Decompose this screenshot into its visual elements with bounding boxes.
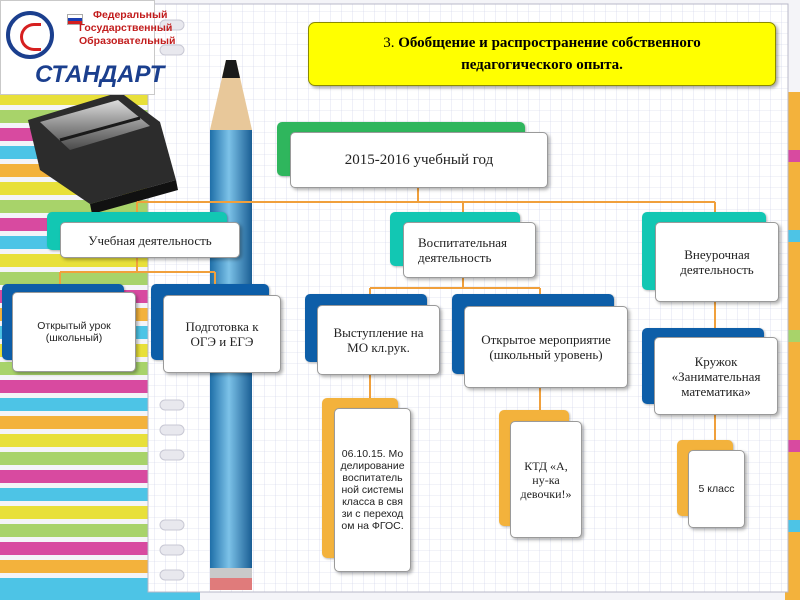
event-detail-label: КТД «А, ну-ка девочки!» [520, 458, 572, 501]
circle-node [654, 337, 778, 415]
extracurricular-label: Внеурочная деятельность [680, 247, 754, 277]
title-line-2: педагогического опыта. [461, 57, 623, 73]
circle-label: Кружок «Занимательная математика» [671, 353, 761, 399]
upbringing-label: Воспитательная деятельность [418, 235, 508, 265]
open-lesson-label: Открытый урок (школьный) [37, 320, 111, 344]
logo-line-1: Федеральный [93, 9, 168, 21]
title-number: 3. [383, 35, 395, 51]
grade-label: 5 класс [698, 483, 735, 495]
open-event-label: Открытое мероприятие (школьный уровень) [481, 332, 611, 362]
grade-node [688, 450, 745, 528]
root-node [290, 132, 548, 188]
exam-prep-node [163, 295, 281, 373]
upbringing-node [403, 222, 536, 278]
open-event-node [464, 306, 628, 388]
slide-title [308, 22, 776, 86]
logo-line-2: Государственный [79, 22, 173, 34]
study-node [60, 222, 240, 258]
root-label: 2015-2016 учебный год [344, 151, 494, 168]
title-line-1: Обобщение и распространение собственного [398, 35, 701, 51]
logo-emblem-icon [6, 11, 54, 59]
speech-detail-node [334, 408, 411, 572]
speech-node [317, 305, 440, 375]
extracurricular-node [655, 222, 779, 302]
logo-brand: СТАНДАРТ [35, 61, 165, 88]
speech-label: Выступление на МО кл.рук. [333, 325, 424, 355]
fgos-logo [0, 0, 176, 95]
speech-detail-label: 06.10.15. Моделирование воспитательной системы класса в связи с переходом на ФГОС. [340, 448, 405, 532]
exam-prep-label: Подготовка к ОГЭ и ЕГЭ [185, 319, 259, 349]
open-lesson-node [12, 292, 136, 372]
study-label: Учебная деятельность [88, 232, 212, 248]
event-detail-node [510, 421, 582, 538]
logo-line-3: Образовательный [79, 35, 176, 47]
logo-text [79, 9, 175, 48]
